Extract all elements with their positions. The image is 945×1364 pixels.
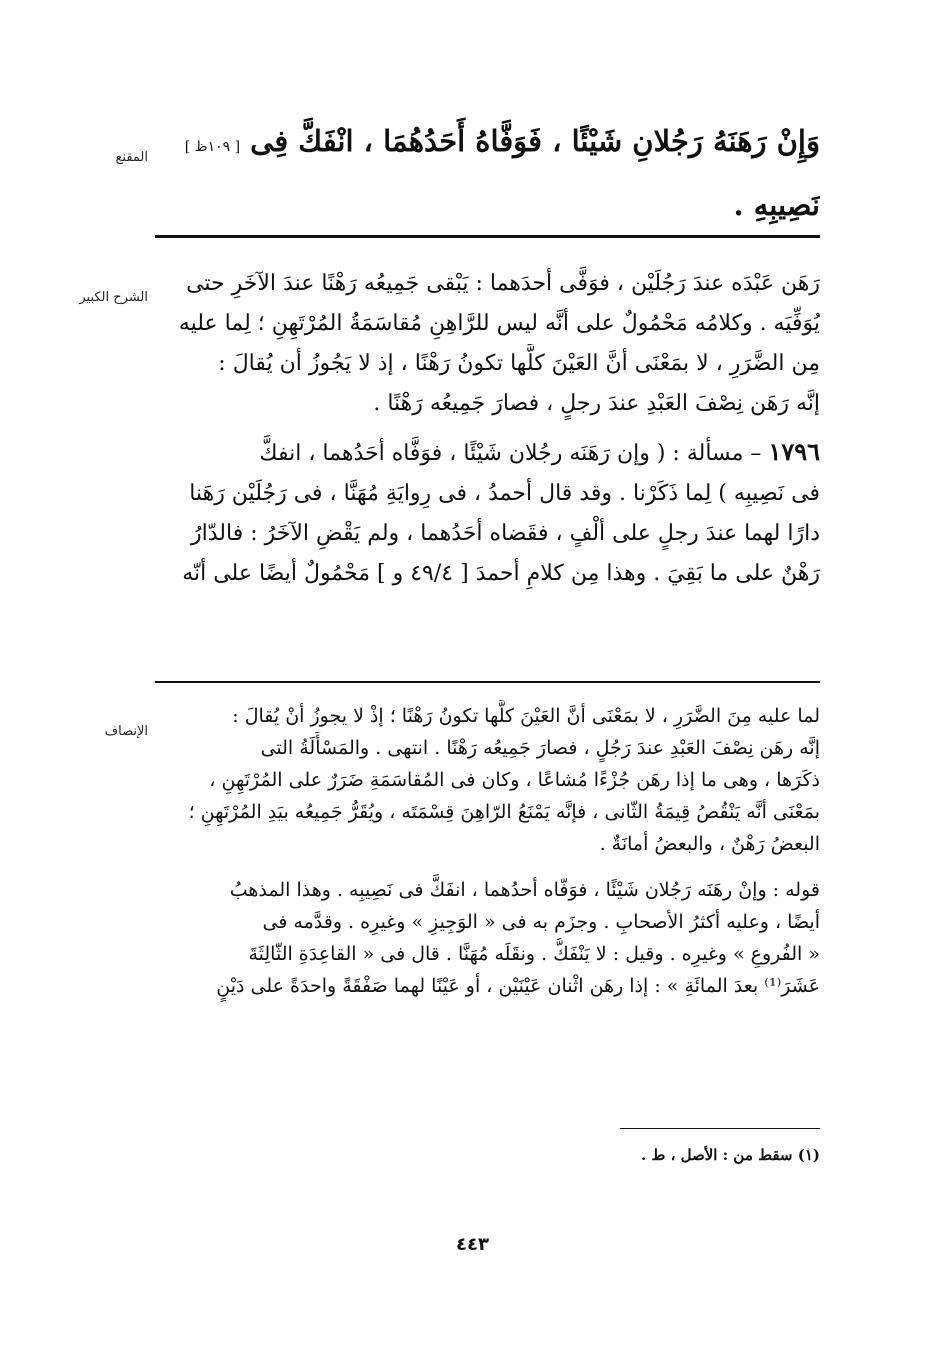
masala-heading-text: – مسألة : ( وإن رَهَنَه رجُلان شَيْئًا ، فوَفَّاه أحَدُهما ، انفكَّ: [259, 441, 762, 466]
masala-number: ١٧٩٦: [768, 437, 820, 466]
muqni-label: المقنع: [115, 150, 148, 165]
sharh-line: مِن الضَّرَرِ ، لا بمَعْنَى أنَّ العَيْنَ كلَّها تكونُ رَهْنًا ، إذ لا يَجُوزُ أن يُقالَ :: [218, 351, 820, 376]
insaf-line: بمَعْنَى أنَّه يَنْقُصُ قِيمَةُ الثّانى ، فإنَّه يَمْنَعُ الرّاهِنَ قِسْمَتَه ، ويُقَرُّ جَمِيعُه بيَدِ المُرْتَهِنِ ؛: [188, 801, 820, 823]
insaf-line: أيضًا ، وعليه أكثرُ الأصحابِ . وجزَم به فى « الوَجِيزِ » وغيرِه . وقدَّمه فى: [262, 911, 820, 933]
page-number: ٤٤٣: [456, 1234, 489, 1255]
insaf-line: البعضُ رَهْنٌ ، والبعضُ أمانَةٌ .: [599, 833, 820, 855]
sharh-line: رَهْنٌ على ما بَقِيَ . وهذا مِن كلامِ أحمدَ [ ٤٩/٤ و ] مَحْمُولٌ أيضًا على أنّه: [182, 561, 820, 586]
insaf-line: عَشَرَ⁽¹⁾ بعدَ المائَةِ » : إذا رهَن اثْنان عَيْنَيْن ، أو عَيْنًا لهما صَفْقَةً واحدَةً على دَيْنٍ: [216, 975, 820, 997]
insaf-section: [0, 700, 945, 1120]
insaf-line: لما عليه مِنَ الضَّرَرِ ، لا بمَعْنَى أنَّ العَيْنَ كلَّها تكونُ رَهْنًا ؛ إذْ لا يجوزُ أنْ يُقالَ :: [232, 705, 820, 727]
insaf-line: إنَّه رهَن نِصْفَ العَبْدِ عندَ رَجُلٍ ، فصارَ جَمِيعُه رَهْنًا . انتهى . والمَسْأَلَةُ التى: [260, 737, 820, 759]
section-divider-2: [155, 681, 820, 683]
insaf-label: الإنصاف: [104, 724, 148, 739]
footnote: (١) سقط من : الأصل ، ط .: [641, 1146, 820, 1164]
sharh-line: يُوَفِّيَه . وكلامُه مَحْمُولٌ على أنَّه ليس للرَّاهِنِ مُقاسَمَةُ المُرْتَهِنِ ؛ لِما عليه: [178, 311, 820, 336]
insaf-line: « الفُروعِ » وغيرِه . وقيل : لا يَنْفَكُّ . ونقَلَه مُهَنَّا . قال فى « القاعِدَةِ الثّالِثَةَ: [248, 943, 820, 965]
insaf-line: ذكَرَها ، وهى ما إذا رهَن جُزْءًا مُشاعًا ، وكان فى المُقاسَمَةِ ضَرَرٌ على المُرْتَهِنِ ،: [209, 769, 820, 791]
sharh-line: رَهَن عَبْدَه عندَ رَجُلَيْن ، فوَفَّى أحدَهما : يَبْقى جَمِيعُه رَهْنًا عندَ الآخَرِ حتى: [186, 271, 820, 296]
muqni-line-1: [155, 112, 820, 176]
paragraph-gap: [155, 424, 820, 432]
muqni-text: [155, 112, 820, 234]
sharh-text: [155, 264, 820, 594]
insaf-text: [155, 700, 820, 1002]
sharh-line: فى نَصِيبِه ) لِما ذَكَرْنا . وقد قال أحمدُ ، فى رِوايَةِ مُهَنَّا ، فى رَجُلَيْن رَهَنا: [189, 481, 820, 506]
insaf-line: قوله : وإنْ رهَنَه رَجُلان شَيْئًا ، فوَفّاه أحدُهما ، انفَكَّ فى نَصِيبِه . وهذا المذهبُ: [229, 879, 820, 901]
sharh-section: [0, 264, 945, 674]
muqni-line-1-text: وَإِنْ رَهَنَهُ رَجُلانِ شَيْئًا ، فَوَفَّاهُ أَحَدُهُمَا ، انْفَكَّ فِى: [250, 124, 820, 158]
masala-heading-line: [155, 432, 820, 474]
sharh-line: إنَّه رَهَن نِصْفَ العَبْدِ عندَ رجلٍ ، فصارَ جَمِيعُه رَهْنًا .: [373, 391, 820, 416]
muqni-section: [0, 112, 945, 232]
paragraph-gap: [155, 860, 820, 874]
sharh-line: دارًا لهما عندَ رجلٍ على ألْفٍ ، فقَضاه أحَدُهما ، ولم يَقْضِ الآخَرُ : فالدّارُ: [191, 521, 820, 546]
folio-reference: [ ١٠٩ظ ]: [184, 139, 241, 155]
sharh-label: الشرح الكبير: [79, 290, 148, 305]
muqni-line-2: نَصِيبِهِ .: [733, 188, 820, 222]
footnote-divider: [620, 1128, 820, 1129]
section-divider-1: [155, 235, 820, 238]
